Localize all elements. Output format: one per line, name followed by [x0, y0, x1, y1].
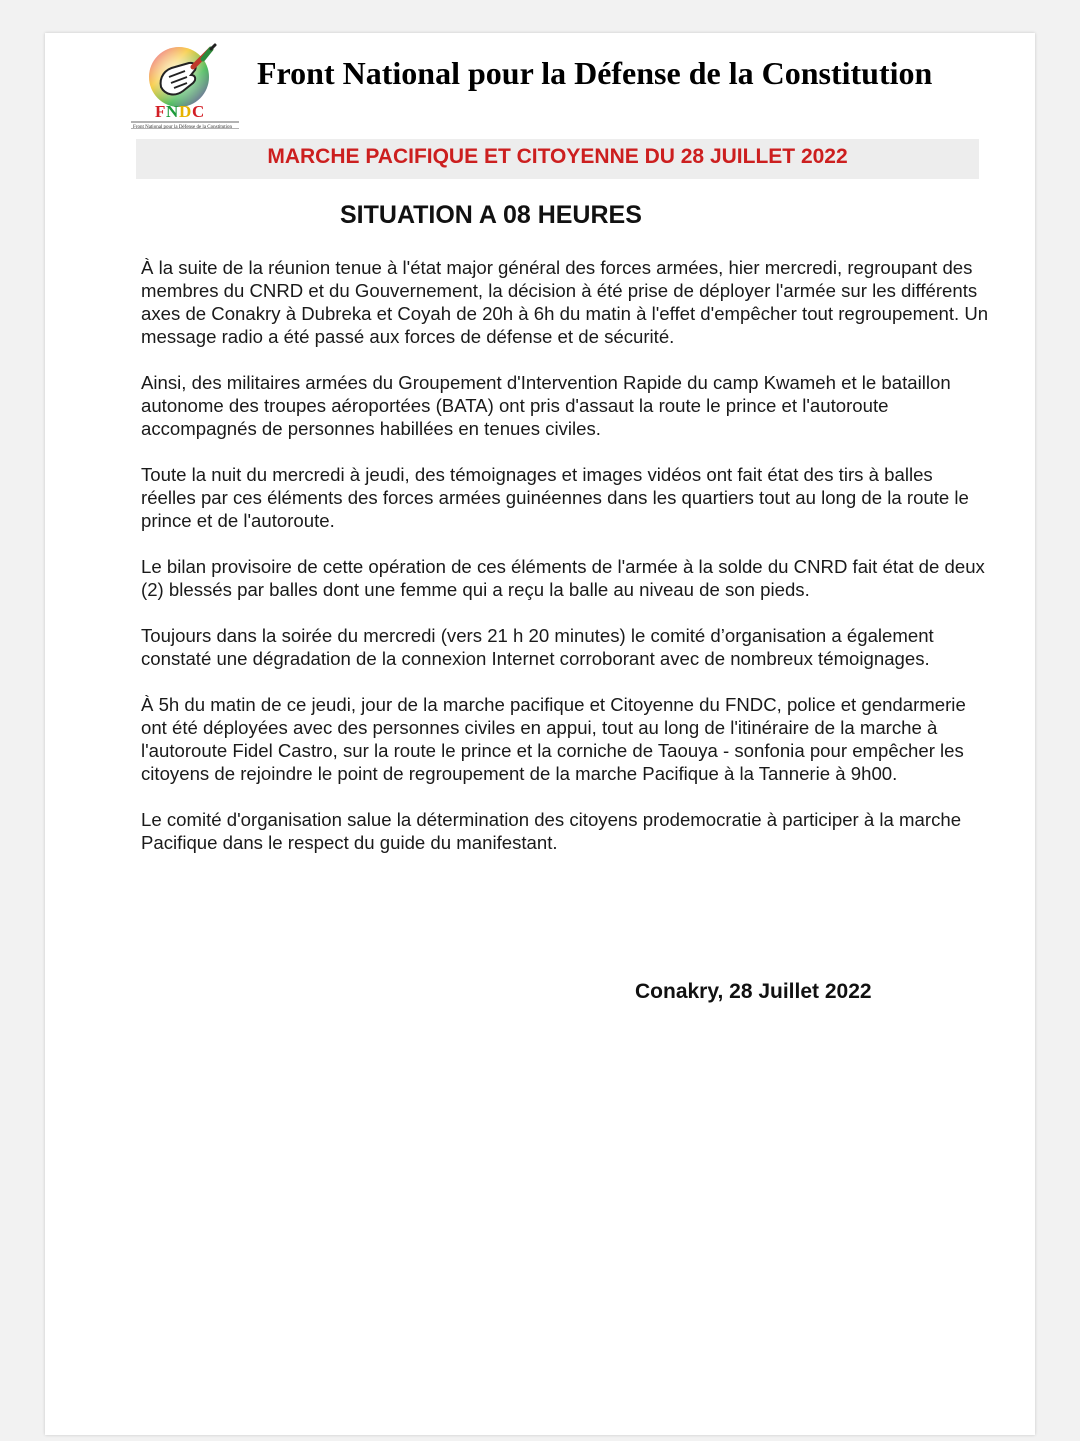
- paragraph-2: Ainsi, des militaires armées du Groupement d'Intervention Rapide du camp Kwameh et le bataillon autonome des troupes aéroportées (BATA) ont pris d'assaut la route le prince et l'autoroute accompagnés de personnes habillées en tenues civiles.: [141, 372, 951, 439]
- situation-heading: SITUATION A 08 HEURES: [340, 201, 642, 229]
- paragraph-3: Toute la nuit du mercredi à jeudi, des témoignages et images vidéos ont fait état des tirs à balles réelles par ces éléments des forces armées guinéennes dans les quartiers tout au long de la route le prince et de l'autoroute.: [141, 464, 969, 531]
- event-banner-title: MARCHE PACIFIQUE ET CITOYENNE DU 28 JUILLET 2022: [267, 145, 848, 168]
- paragraph-6: À 5h du matin de ce jeudi, jour de la marche pacifique et Citoyenne du FNDC, police et gendarmerie ont été déployées avec des personnes civiles en appui, tout au long de l'itinéraire de la marche à l'autoroute Fidel Castro, sur la route le prince et la corniche de Taouya - sonfonia pour empêcher les citoyens de rejoindre le point de regroupement de la marche Pacifique à la Tannerie à 9h00.: [141, 694, 966, 784]
- statement-body: [141, 256, 991, 877]
- svg-text:D: D: [179, 102, 192, 121]
- fndc-logo-graphic: [131, 41, 243, 129]
- svg-text:N: N: [166, 102, 179, 121]
- svg-text:Front National pour la Défense: Front National pour la Défense de la Constitution: [133, 125, 233, 129]
- signature-place-date: Conakry, 28 Juillet 2022: [635, 980, 872, 1003]
- paragraph-7: Le comité d'organisation salue la détermination des citoyens prodemocratie à participer à la marche Pacifique dans le respect du guide du manifestant.: [141, 809, 962, 853]
- paragraph-1: À la suite de la réunion tenue à l'état major général des forces armées, hier mercredi, regroupant des membres du CNRD et du Gouvernement, la décision à été prise de déployer l'armée sur les différents axes de Conakry à Dubreka et Coyah de 20h à 6h du matin à l'effet d'empêcher tout regroupement. Un message radio a été passé aux forces de défense et de sécurité.: [141, 257, 989, 347]
- document-page: [45, 33, 1035, 1435]
- paragraph-4: Le bilan provisoire de cette opération de ces éléments de l'armée à la solde du CNRD fait état de deux (2) blessés par balles dont une femme qui a reçu la balle au niveau de son pieds.: [141, 556, 985, 600]
- fndc-logo: [131, 41, 243, 129]
- organization-title: Front National pour la Défense de la Constitution: [257, 55, 933, 91]
- svg-text:F: F: [155, 102, 166, 121]
- event-banner: [136, 139, 979, 179]
- svg-text:C: C: [192, 102, 205, 121]
- paragraph-5: Toujours dans la soirée du mercredi (vers 21 h 20 minutes) le comité d’organisation a également constaté une dégradation de la connexion Internet corroborant avec de nombreux témoignages.: [141, 625, 934, 669]
